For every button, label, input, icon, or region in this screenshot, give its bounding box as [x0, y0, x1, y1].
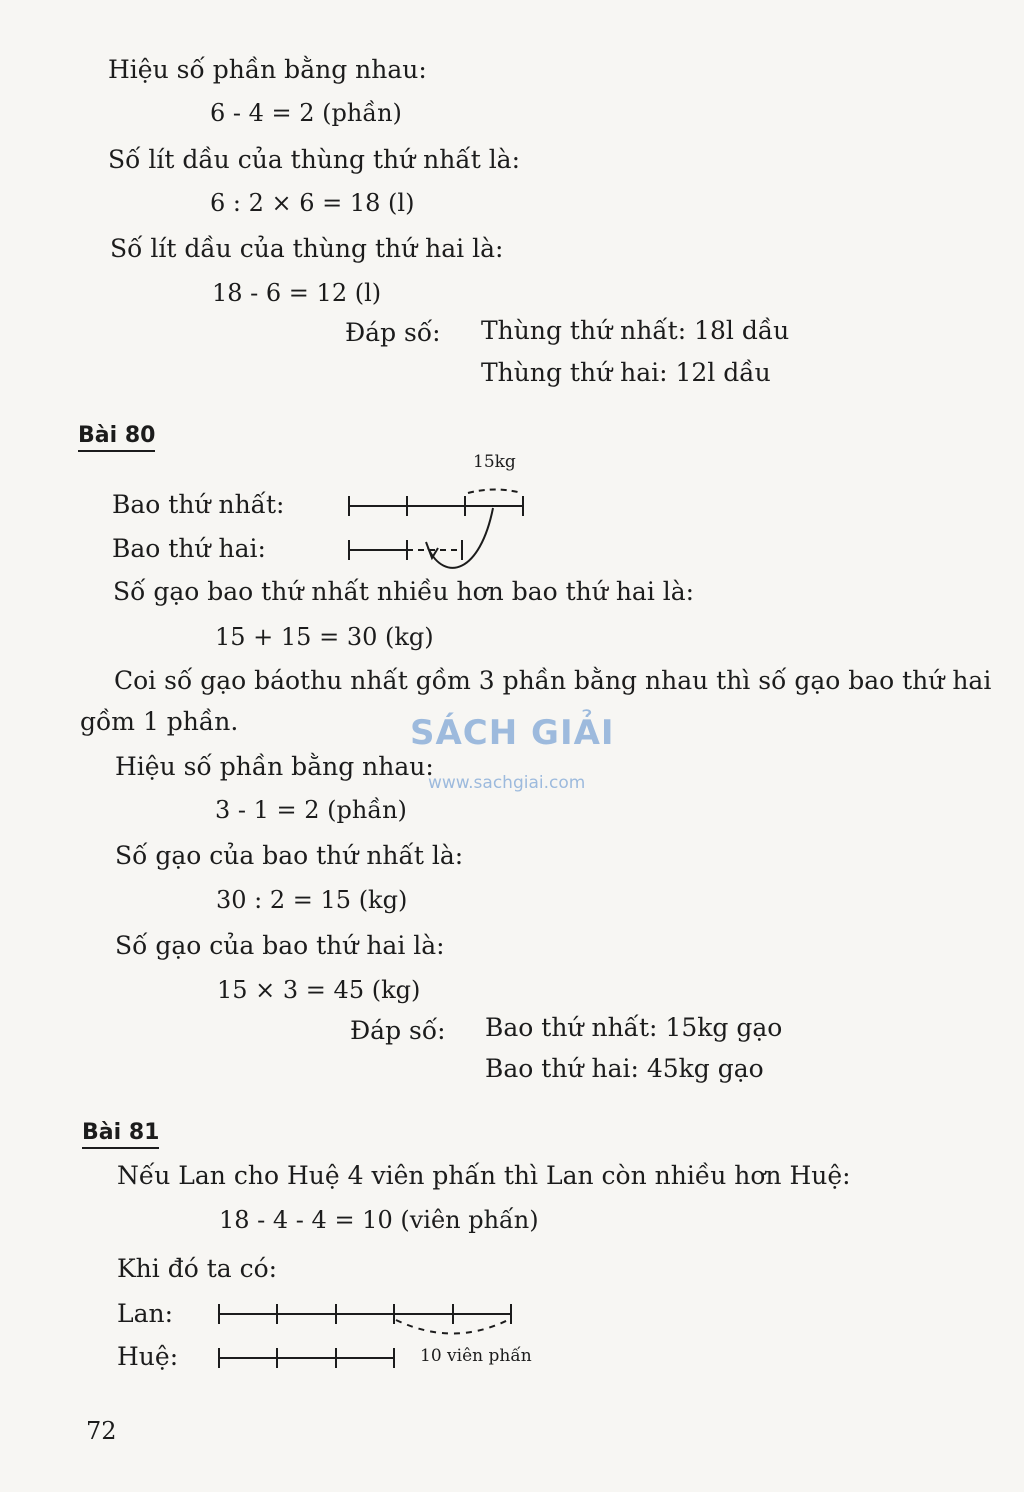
- calculation: 6 - 4 = 2 (phần): [210, 99, 402, 127]
- diagram-row-label: Lan:: [117, 1299, 174, 1328]
- page-number: 72: [86, 1417, 117, 1445]
- calculation: 18 - 6 = 12 (l): [212, 279, 382, 307]
- paragraph-line: Nếu Lan cho Huệ 4 viên phấn thì Lan còn nhiều hơn Huệ:: [117, 1161, 851, 1190]
- watermark-brand: SÁCH GIẢI: [410, 713, 615, 753]
- diagram-label: 15kg: [473, 452, 516, 472]
- segment-diagram-bai80: [340, 478, 540, 578]
- step-heading: Số gạo bao thứ nhất nhiều hơn bao thứ hai là:: [113, 577, 695, 606]
- diagram-row-label: Huệ:: [117, 1342, 179, 1371]
- answer-label: Đáp số:: [345, 318, 441, 347]
- step-heading: Số lít dầu của thùng thứ hai là:: [110, 234, 504, 263]
- step-heading: Khi đó ta có:: [117, 1254, 278, 1283]
- watermark-url: www.sachgiai.com: [428, 773, 586, 793]
- answer-line: Thùng thứ nhất: 18l dầu: [481, 316, 790, 345]
- diagram-row-label: Bao thứ hai:: [112, 534, 266, 563]
- calculation: 15 + 15 = 30 (kg): [215, 623, 434, 651]
- paragraph-line: gồm 1 phần.: [80, 707, 239, 736]
- diagram-row-label: Bao thứ nhất:: [112, 490, 285, 519]
- step-heading: Số lít dầu của thùng thứ nhất là:: [108, 145, 521, 174]
- step-heading: Hiệu số phần bằng nhau:: [108, 55, 427, 84]
- paragraph-line: Coi số gạo báothu nhất gồm 3 phần bằng nhau thì số gạo bao thứ hai: [114, 666, 992, 695]
- calculation: 30 : 2 = 15 (kg): [216, 886, 408, 914]
- answer-line: Thùng thứ hai: 12l dầu: [481, 358, 771, 387]
- problem-heading: Bài 81: [82, 1120, 159, 1145]
- step-heading: Số gạo của bao thứ nhất là:: [115, 841, 464, 870]
- answer-line: Bao thứ nhất: 15kg gạo: [485, 1013, 783, 1042]
- diagram-label: 10 viên phấn: [420, 1346, 532, 1366]
- calculation: 18 - 4 - 4 = 10 (viên phấn): [219, 1206, 539, 1234]
- answer-label: Đáp số:: [350, 1016, 446, 1045]
- step-heading: Hiệu số phần bằng nhau:: [115, 752, 434, 781]
- answer-line: Bao thứ hai: 45kg gạo: [485, 1054, 764, 1083]
- problem-heading: Bài 80: [78, 423, 155, 448]
- calculation: 15 × 3 = 45 (kg): [217, 976, 421, 1004]
- calculation: 6 : 2 × 6 = 18 (l): [210, 189, 415, 217]
- step-heading: Số gạo của bao thứ hai là:: [115, 931, 445, 960]
- calculation: 3 - 1 = 2 (phần): [215, 796, 407, 824]
